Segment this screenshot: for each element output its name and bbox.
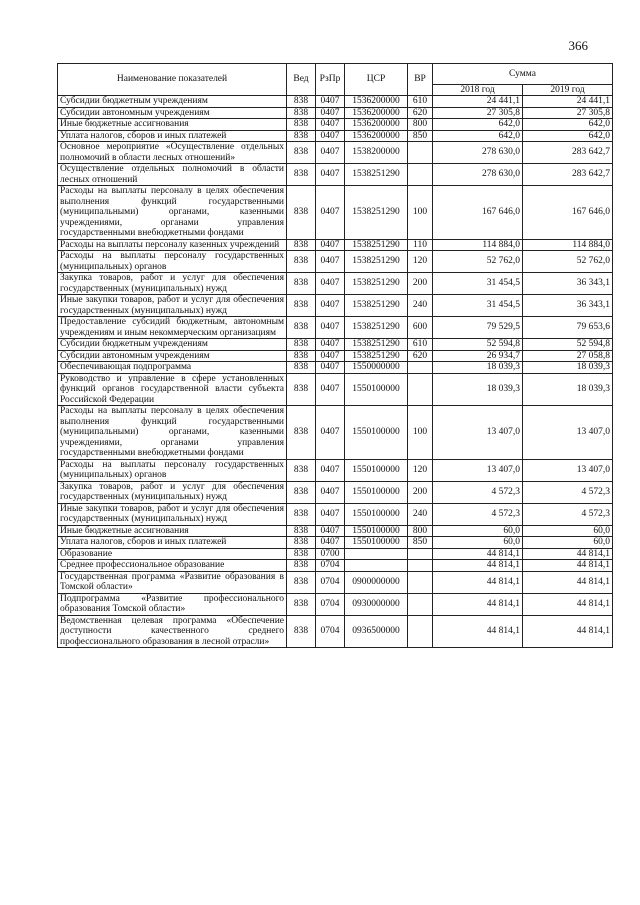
- table-row: [58, 560, 613, 572]
- row-csr: 1538200000: [345, 142, 408, 164]
- row-amount-2019: 60,0: [523, 537, 613, 549]
- row-name: Субсидии бюджетным учреждениям: [58, 96, 287, 108]
- row-amount-2019: 13 407,0: [523, 406, 613, 460]
- row-amount-2019: 36 343,1: [523, 273, 613, 295]
- row-vr: 600: [408, 317, 433, 339]
- row-csr: 1550100000: [345, 537, 408, 549]
- row-amount-2019: 44 814,1: [523, 615, 613, 648]
- row-amount-2018: 642,0: [433, 119, 523, 131]
- row-amount-2018: 4 572,3: [433, 503, 523, 525]
- row-name: Образование: [58, 548, 287, 560]
- row-amount-2018: 60,0: [433, 525, 523, 537]
- row-name: Руководство и управление в сфере установленных функций органов государственной власти субъекта Российской Федерации: [58, 373, 287, 406]
- row-vr: 800: [408, 119, 433, 131]
- row-ved: 838: [287, 525, 316, 537]
- row-rzpr: 0407: [316, 537, 345, 549]
- row-rzpr: 0407: [316, 186, 345, 240]
- row-amount-2018: 44 814,1: [433, 560, 523, 572]
- row-csr: 1538251290: [345, 339, 408, 351]
- header-sum: Сумма: [433, 64, 613, 85]
- row-rzpr: 0704: [316, 571, 345, 593]
- row-vr: 610: [408, 96, 433, 108]
- row-amount-2019: 24 441,1: [523, 96, 613, 108]
- table-row: [58, 164, 613, 186]
- row-name: Расходы на выплаты персоналу казенных учреждений: [58, 239, 287, 251]
- row-ved: 838: [287, 373, 316, 406]
- row-rzpr: 0700: [316, 548, 345, 560]
- row-csr: 1538251290: [345, 251, 408, 273]
- table-row: [58, 459, 613, 481]
- row-ved: 838: [287, 481, 316, 503]
- row-rzpr: 0407: [316, 251, 345, 273]
- row-ved: 838: [287, 615, 316, 648]
- row-csr: 1538251290: [345, 317, 408, 339]
- header-vr: ВР: [408, 64, 433, 96]
- row-amount-2019: 44 814,1: [523, 560, 613, 572]
- row-amount-2018: 278 630,0: [433, 142, 523, 164]
- table-row: [58, 251, 613, 273]
- row-ved: 838: [287, 130, 316, 142]
- table-row: [58, 350, 613, 362]
- row-ved: 838: [287, 548, 316, 560]
- row-amount-2018: 44 814,1: [433, 548, 523, 560]
- table-row: [58, 273, 613, 295]
- row-name: Закупка товаров, работ и услуг для обеспечения государственных (муниципальных) нужд: [58, 273, 287, 295]
- table-row: [58, 503, 613, 525]
- row-rzpr: 0407: [316, 273, 345, 295]
- row-csr: 1536200000: [345, 130, 408, 142]
- header-rzpr: РзПр: [316, 64, 345, 96]
- row-name: Среднее профессиональное образование: [58, 560, 287, 572]
- row-ved: 838: [287, 186, 316, 240]
- row-amount-2019: 642,0: [523, 119, 613, 131]
- row-ved: 838: [287, 317, 316, 339]
- row-name: Подпрограмма «Развитие профессионального образования Томской области»: [58, 593, 287, 615]
- row-amount-2018: 18 039,3: [433, 373, 523, 406]
- row-vr: 200: [408, 481, 433, 503]
- row-csr: 1550000000: [345, 362, 408, 374]
- row-rzpr: 0407: [316, 96, 345, 108]
- row-vr: [408, 593, 433, 615]
- table-row: [58, 481, 613, 503]
- row-amount-2018: 27 305,8: [433, 107, 523, 119]
- row-ved: 838: [287, 350, 316, 362]
- row-csr: 1550100000: [345, 459, 408, 481]
- row-vr: 610: [408, 339, 433, 351]
- row-rzpr: 0407: [316, 239, 345, 251]
- row-amount-2018: 642,0: [433, 130, 523, 142]
- row-csr: 1550100000: [345, 373, 408, 406]
- row-rzpr: 0407: [316, 339, 345, 351]
- row-amount-2019: 52 762,0: [523, 251, 613, 273]
- row-amount-2018: 114 884,0: [433, 239, 523, 251]
- row-rzpr: 0407: [316, 130, 345, 142]
- row-amount-2018: 13 407,0: [433, 406, 523, 460]
- row-amount-2018: 52 594,8: [433, 339, 523, 351]
- table-row: [58, 317, 613, 339]
- table-row: [58, 119, 613, 131]
- header-year-2019: 2019 год: [523, 85, 613, 96]
- table-row: [58, 339, 613, 351]
- row-amount-2018: 44 814,1: [433, 593, 523, 615]
- row-vr: [408, 362, 433, 374]
- row-name: Обеспечивающая подпрограмма: [58, 362, 287, 374]
- row-rzpr: 0407: [316, 107, 345, 119]
- table-row: [58, 130, 613, 142]
- row-rzpr: 0407: [316, 503, 345, 525]
- header-ved: Вед: [287, 64, 316, 96]
- row-vr: 110: [408, 239, 433, 251]
- row-vr: 120: [408, 251, 433, 273]
- row-amount-2019: 60,0: [523, 525, 613, 537]
- row-csr: 0936500000: [345, 615, 408, 648]
- row-amount-2019: 18 039,3: [523, 362, 613, 374]
- row-name: Иные закупки товаров, работ и услуг для обеспечения государственных (муниципальных) нужд: [58, 503, 287, 525]
- row-vr: 200: [408, 273, 433, 295]
- table-row: [58, 186, 613, 240]
- row-name: Осуществление отдельных полномочий в области лесных отношений: [58, 164, 287, 186]
- row-vr: 100: [408, 186, 433, 240]
- header-year-2018: 2018 год: [433, 85, 523, 96]
- row-rzpr: 0407: [316, 406, 345, 460]
- row-amount-2019: 44 814,1: [523, 593, 613, 615]
- row-rzpr: 0407: [316, 459, 345, 481]
- row-csr: [345, 548, 408, 560]
- row-amount-2019: 4 572,3: [523, 481, 613, 503]
- row-csr: 1538251290: [345, 295, 408, 317]
- row-ved: 838: [287, 142, 316, 164]
- row-ved: 838: [287, 406, 316, 460]
- row-rzpr: 0704: [316, 593, 345, 615]
- row-ved: 838: [287, 339, 316, 351]
- row-vr: 100: [408, 406, 433, 460]
- row-amount-2019: 44 814,1: [523, 571, 613, 593]
- row-csr: 0900000000: [345, 571, 408, 593]
- row-vr: 620: [408, 350, 433, 362]
- table-row: [58, 525, 613, 537]
- row-ved: 838: [287, 295, 316, 317]
- row-amount-2019: 642,0: [523, 130, 613, 142]
- row-ved: 838: [287, 96, 316, 108]
- row-csr: 1536200000: [345, 119, 408, 131]
- row-name: Расходы на выплаты персоналу в целях обеспечения выполнения функций государственными (муниципальными) органами, казенными учреждениями, органами управления государственными внебюджетными фондами: [58, 186, 287, 240]
- row-rzpr: 0407: [316, 350, 345, 362]
- row-csr: 1536200000: [345, 107, 408, 119]
- row-amount-2018: 31 454,5: [433, 295, 523, 317]
- row-amount-2018: 4 572,3: [433, 481, 523, 503]
- row-csr: 1538251290: [345, 350, 408, 362]
- row-vr: [408, 142, 433, 164]
- row-name: Иные бюджетные ассигнования: [58, 119, 287, 131]
- row-amount-2018: 44 814,1: [433, 571, 523, 593]
- row-name: Субсидии бюджетным учреждениям: [58, 339, 287, 351]
- row-ved: 838: [287, 273, 316, 295]
- row-amount-2019: 79 653,6: [523, 317, 613, 339]
- table-row: [58, 142, 613, 164]
- row-rzpr: 0407: [316, 164, 345, 186]
- row-vr: 240: [408, 503, 433, 525]
- row-amount-2019: 4 572,3: [523, 503, 613, 525]
- table-header: [58, 64, 613, 96]
- row-amount-2019: 27 058,8: [523, 350, 613, 362]
- row-name: Предоставление субсидий бюджетным, автономным учреждениям и иным некоммерческим организациям: [58, 317, 287, 339]
- row-ved: 838: [287, 107, 316, 119]
- row-name: Расходы на выплаты персоналу в целях обеспечения выполнения функций государственными (муниципальными) органами, казенными учреждениями, органами управления государственными внебюджетными фондами: [58, 406, 287, 460]
- row-amount-2018: 18 039,3: [433, 362, 523, 374]
- row-amount-2019: 283 642,7: [523, 142, 613, 164]
- row-csr: 1536200000: [345, 96, 408, 108]
- row-amount-2019: 27 305,8: [523, 107, 613, 119]
- table-row: [58, 239, 613, 251]
- row-name: Расходы на выплаты персоналу государственных (муниципальных) органов: [58, 459, 287, 481]
- row-ved: 838: [287, 362, 316, 374]
- table-row: [58, 373, 613, 406]
- row-vr: 240: [408, 295, 433, 317]
- row-vr: 850: [408, 130, 433, 142]
- page-number: 366: [568, 38, 588, 53]
- budget-table: [57, 63, 613, 648]
- row-ved: 838: [287, 251, 316, 273]
- row-amount-2019: 36 343,1: [523, 295, 613, 317]
- header-csr: ЦСР: [345, 64, 408, 96]
- row-name: Закупка товаров, работ и услуг для обеспечения государственных (муниципальных) нужд: [58, 481, 287, 503]
- row-vr: [408, 164, 433, 186]
- row-rzpr: 0407: [316, 317, 345, 339]
- row-amount-2019: 114 884,0: [523, 239, 613, 251]
- row-amount-2018: 52 762,0: [433, 251, 523, 273]
- row-csr: [345, 560, 408, 572]
- row-ved: 838: [287, 571, 316, 593]
- row-amount-2018: 167 646,0: [433, 186, 523, 240]
- row-csr: 0930000000: [345, 593, 408, 615]
- row-amount-2018: 31 454,5: [433, 273, 523, 295]
- row-csr: 1550100000: [345, 406, 408, 460]
- row-vr: 850: [408, 537, 433, 549]
- row-rzpr: 0407: [316, 373, 345, 406]
- row-rzpr: 0407: [316, 119, 345, 131]
- row-amount-2019: 283 642,7: [523, 164, 613, 186]
- row-name: Иные закупки товаров, работ и услуг для обеспечения государственных (муниципальных) нужд: [58, 295, 287, 317]
- row-ved: 838: [287, 459, 316, 481]
- row-name: Расходы на выплаты персоналу государственных (муниципальных) органов: [58, 251, 287, 273]
- row-rzpr: 0407: [316, 481, 345, 503]
- row-csr: 1550100000: [345, 503, 408, 525]
- row-amount-2018: 60,0: [433, 537, 523, 549]
- table-row: [58, 362, 613, 374]
- row-amount-2018: 278 630,0: [433, 164, 523, 186]
- row-amount-2019: 44 814,1: [523, 548, 613, 560]
- row-amount-2018: 26 934,7: [433, 350, 523, 362]
- row-name: Государственная программа «Развитие образования в Томской области»: [58, 571, 287, 593]
- row-csr: 1538251290: [345, 186, 408, 240]
- row-csr: 1550100000: [345, 525, 408, 537]
- row-amount-2019: 18 039,3: [523, 373, 613, 406]
- row-csr: 1538251290: [345, 239, 408, 251]
- row-amount-2018: 79 529,5: [433, 317, 523, 339]
- row-csr: 1550100000: [345, 481, 408, 503]
- row-name: Уплата налогов, сборов и иных платежей: [58, 537, 287, 549]
- row-vr: 800: [408, 525, 433, 537]
- row-name: Субсидии автономным учреждениям: [58, 350, 287, 362]
- row-name: Ведомственная целевая программа «Обеспечение доступности качественного среднего профессионального образования в лесной отрасли»: [58, 615, 287, 648]
- row-amount-2018: 44 814,1: [433, 615, 523, 648]
- row-rzpr: 0704: [316, 560, 345, 572]
- row-ved: 838: [287, 560, 316, 572]
- row-csr: 1538251290: [345, 164, 408, 186]
- row-amount-2019: 167 646,0: [523, 186, 613, 240]
- row-ved: 838: [287, 503, 316, 525]
- row-name: Основное мероприятие «Осуществление отдельных полномочий в области лесных отношений»: [58, 142, 287, 164]
- row-amount-2018: 24 441,1: [433, 96, 523, 108]
- table-row: [58, 593, 613, 615]
- row-amount-2019: 52 594,8: [523, 339, 613, 351]
- row-rzpr: 0704: [316, 615, 345, 648]
- row-rzpr: 0407: [316, 362, 345, 374]
- row-vr: [408, 560, 433, 572]
- table-row: [58, 537, 613, 549]
- table-row: [58, 406, 613, 460]
- row-rzpr: 0407: [316, 295, 345, 317]
- row-vr: 120: [408, 459, 433, 481]
- table-row: [58, 96, 613, 108]
- row-ved: 838: [287, 239, 316, 251]
- table-row: [58, 615, 613, 648]
- row-rzpr: 0407: [316, 142, 345, 164]
- row-ved: 838: [287, 164, 316, 186]
- row-vr: [408, 373, 433, 406]
- row-ved: 838: [287, 537, 316, 549]
- row-csr: 1538251290: [345, 273, 408, 295]
- row-rzpr: 0407: [316, 525, 345, 537]
- table-row: [58, 571, 613, 593]
- table-row: [58, 548, 613, 560]
- row-vr: [408, 615, 433, 648]
- row-vr: [408, 548, 433, 560]
- row-ved: 838: [287, 593, 316, 615]
- row-amount-2019: 13 407,0: [523, 459, 613, 481]
- row-vr: [408, 571, 433, 593]
- table-body: [58, 96, 613, 648]
- row-ved: 838: [287, 119, 316, 131]
- row-name: Иные бюджетные ассигнования: [58, 525, 287, 537]
- row-name: Субсидии автономным учреждениям: [58, 107, 287, 119]
- table-row: [58, 107, 613, 119]
- table-row: [58, 295, 613, 317]
- header-name: Наименование показателей: [58, 64, 287, 96]
- row-amount-2018: 13 407,0: [433, 459, 523, 481]
- row-vr: 620: [408, 107, 433, 119]
- row-name: Уплата налогов, сборов и иных платежей: [58, 130, 287, 142]
